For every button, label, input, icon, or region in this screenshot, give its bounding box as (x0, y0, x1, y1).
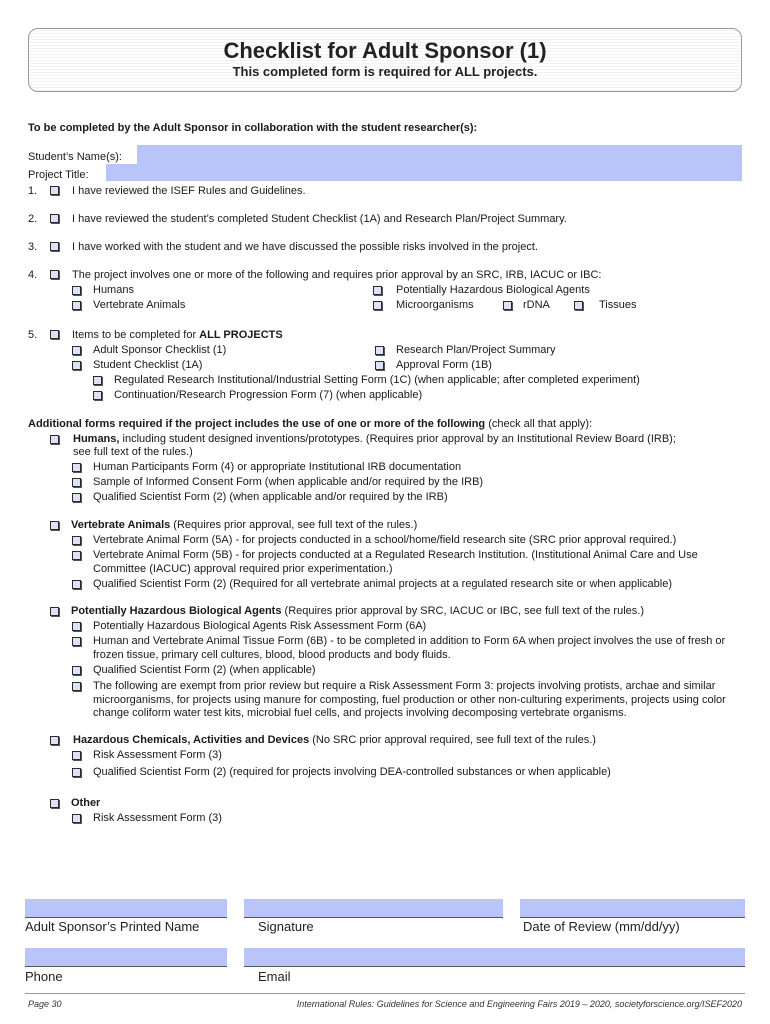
footer-source: International Rules: Guidelines for Science and Engineering Fairs 2019 – 2020, societyforscience.org/ISEF2020 (296, 999, 742, 1009)
form-7-checkbox[interactable] (93, 391, 102, 400)
vertebrate-animals-checkbox[interactable] (72, 301, 81, 310)
signature-label: Signature (258, 919, 314, 934)
add-hazardous-checkbox[interactable] (50, 736, 59, 745)
microorganisms-checkbox[interactable] (373, 301, 382, 310)
add-other-text: Other (71, 797, 101, 809)
form-5b-label-2: Committee (IACUC) approval required prior experimentation.) (93, 563, 393, 575)
exempt-checkbox[interactable] (72, 682, 81, 691)
item-2-checkbox[interactable] (50, 214, 59, 223)
project-title-input[interactable] (106, 164, 742, 181)
vertebrate-qs-form-checkbox[interactable] (72, 580, 81, 589)
add-hazardous-text: Hazardous Chemicals, Activities and Devices (No SRC prior approval required, see full text of the rules.) (73, 734, 596, 746)
hazardous-qs-form-checkbox[interactable] (72, 768, 81, 777)
date-of-review-line (520, 917, 745, 918)
informed-consent-checkbox[interactable] (72, 478, 81, 487)
form-5b-checkbox[interactable] (72, 551, 81, 560)
exempt-label-2: microorganisms, for projects using manure for composting, fuel production or other non-culturing experiments, projects using color (93, 694, 726, 706)
page-title: Checklist for Adult Sponsor (1) (223, 38, 547, 63)
item-3-number: 3. (28, 241, 38, 253)
approval-form-checkbox[interactable] (375, 361, 384, 370)
phba-label: Potentially Hazardous Biological Agents (396, 284, 590, 296)
email-line (244, 966, 745, 967)
date-of-review-input[interactable] (520, 899, 745, 917)
project-title-label: Project Title: (28, 169, 89, 181)
add-phba-text: Potentially Hazardous Biological Agents (Requires prior approval by SRC, IACUC or IBC, see full text of the rules.) (71, 605, 644, 617)
other-risk-form-checkbox[interactable] (72, 814, 81, 823)
form-6b-label: Human and Vertebrate Animal Tissue Form (6B) - to be completed in addition to Form 6A when project involves the use of fresh or (93, 635, 726, 647)
add-humans-checkbox[interactable] (50, 435, 59, 444)
form-1c-label: Regulated Research Institutional/Industrial Setting Form (1C) (when applicable; after completed experiment) (114, 374, 640, 386)
form-1c-checkbox[interactable] (93, 376, 102, 385)
item-4-number: 4. (28, 269, 38, 281)
additional-heading: Additional forms required if the project includes the use of one or more of the following (check all that apply): (28, 418, 593, 430)
exempt-label: The following are exempt from prior review but require a Risk Assessment Form 3: projects involving protists, archae and similar (93, 680, 716, 692)
adult-sponsor-checklist-label: Adult Sponsor Checklist (1) (93, 344, 227, 356)
item-3-checkbox[interactable] (50, 242, 59, 251)
item-4-text: The project involves one or more of the following and requires prior approval by an SRC, IRB, IACUC or IBC: (72, 269, 602, 281)
human-form-4-checkbox[interactable] (72, 463, 81, 472)
phone-input[interactable] (25, 948, 227, 966)
tissues-checkbox[interactable] (574, 301, 583, 310)
other-risk-form-label: Risk Assessment Form (3) (93, 812, 222, 824)
humans-qs-form-label: Qualified Scientist Form (2) (when applicable and/or required by the IRB) (93, 491, 448, 503)
approval-form-label: Approval Form (1B) (396, 359, 492, 371)
form-6a-label: Potentially Hazardous Biological Agents Risk Assessment Form (6A) (93, 620, 427, 632)
footer-rule (25, 993, 745, 994)
item-5-number: 5. (28, 329, 38, 341)
printed-name-label: Adult Sponsor’s Printed Name (25, 919, 200, 934)
humans-checkbox[interactable] (72, 286, 81, 295)
student-checklist-label: Student Checklist (1A) (93, 359, 203, 371)
add-humans-text: Humans, including student designed inventions/prototypes. (Requires prior approval by an Institutional Review Board (IRB); (73, 433, 676, 445)
item-5-text: Items to be completed for ALL PROJECTS (72, 329, 283, 341)
item-4-checkbox[interactable] (50, 270, 59, 279)
intro-text: To be completed by the Adult Sponsor in collaboration with the student researcher(s): (28, 122, 478, 134)
form-5b-label: Vertebrate Animal Form (5B) - for projects conducted at a Regulated Research Institution. (Institutional Animal Care and Use (93, 549, 698, 561)
student-names-label: Student’s Name(s): (28, 151, 122, 163)
adult-sponsor-checklist-checkbox[interactable] (72, 346, 81, 355)
email-input[interactable] (244, 948, 745, 966)
human-form-4-label: Human Participants Form (4) or appropriate Institutional IRB documentation (93, 461, 462, 473)
form-6a-checkbox[interactable] (72, 622, 81, 631)
student-names-input[interactable] (137, 145, 742, 164)
printed-name-input[interactable] (25, 899, 227, 917)
exempt-label-3: change coliform water test kits, microbial fuel cells, and projects involving decomposing vertebrate organisms. (93, 707, 627, 719)
form-6b-checkbox[interactable] (72, 637, 81, 646)
item-3-text: I have worked with the student and we have discussed the possible risks involved in the project. (72, 241, 538, 253)
form-6b-label-2: frozen tissue, primary cell cultures, blood, blood products and body fluids. (93, 649, 451, 661)
phone-line (25, 966, 227, 967)
form-7-label: Continuation/Research Progression Form (7) (when applicable) (114, 389, 423, 401)
phba-qs-form-checkbox[interactable] (72, 666, 81, 675)
item-2-text: I have reviewed the student’s completed Student Checklist (1A) and Research Plan/Project Summary. (72, 213, 567, 225)
page-number: Page 30 (28, 999, 62, 1009)
add-other-checkbox[interactable] (50, 799, 59, 808)
add-humans-text-2: see full text of the rules.) (73, 446, 193, 458)
vertebrate-qs-form-label: Qualified Scientist Form (2) (Required for all vertebrate animal projects at a regulated research site or when applicable) (93, 578, 672, 590)
item-5-checkbox[interactable] (50, 330, 59, 339)
hazardous-risk-form-checkbox[interactable] (72, 751, 81, 760)
add-vertebrate-text: Vertebrate Animals (Requires prior approval, see full text of the rules.) (71, 519, 418, 531)
add-vertebrate-checkbox[interactable] (50, 521, 59, 530)
research-plan-checkbox[interactable] (375, 346, 384, 355)
signature-line (244, 917, 503, 918)
humans-label: Humans (93, 284, 134, 296)
item-1-text: I have reviewed the ISEF Rules and Guidelines. (72, 185, 306, 197)
vertebrate-animals-label: Vertebrate Animals (93, 299, 186, 311)
tissues-label: Tissues (599, 299, 637, 311)
item-1-checkbox[interactable] (50, 186, 59, 195)
phba-qs-form-label: Qualified Scientist Form (2) (when applicable) (93, 664, 316, 676)
item-1-number: 1. (28, 185, 38, 197)
phone-label: Phone (25, 969, 63, 984)
item-2-number: 2. (28, 213, 38, 225)
form-5a-label: Vertebrate Animal Form (5A) - for projects conducted in a school/home/field research site (SRC prior approval required.) (93, 534, 677, 546)
printed-name-line (25, 917, 227, 918)
add-phba-checkbox[interactable] (50, 607, 59, 616)
research-plan-label: Research Plan/Project Summary (396, 344, 556, 356)
form-5a-checkbox[interactable] (72, 536, 81, 545)
informed-consent-label: Sample of Informed Consent Form (when applicable and/or required by the IRB) (93, 476, 484, 488)
humans-qs-form-checkbox[interactable] (72, 493, 81, 502)
email-label: Email (258, 969, 291, 984)
signature-input[interactable] (244, 899, 503, 917)
rdna-checkbox[interactable] (503, 301, 512, 310)
microorganisms-label: Microorganisms (396, 299, 474, 311)
date-of-review-label: Date of Review (mm/dd/yy) (523, 919, 680, 934)
student-checklist-checkbox[interactable] (72, 361, 81, 370)
rdna-label: rDNA (523, 299, 550, 311)
hazardous-qs-form-label: Qualified Scientist Form (2) (required for projects involving DEA-controlled substances or when applicable) (93, 766, 611, 778)
hazardous-risk-form-label: Risk Assessment Form (3) (93, 749, 222, 761)
page-subtitle: This completed form is required for ALL projects. (232, 64, 538, 79)
phba-checkbox[interactable] (373, 286, 382, 295)
